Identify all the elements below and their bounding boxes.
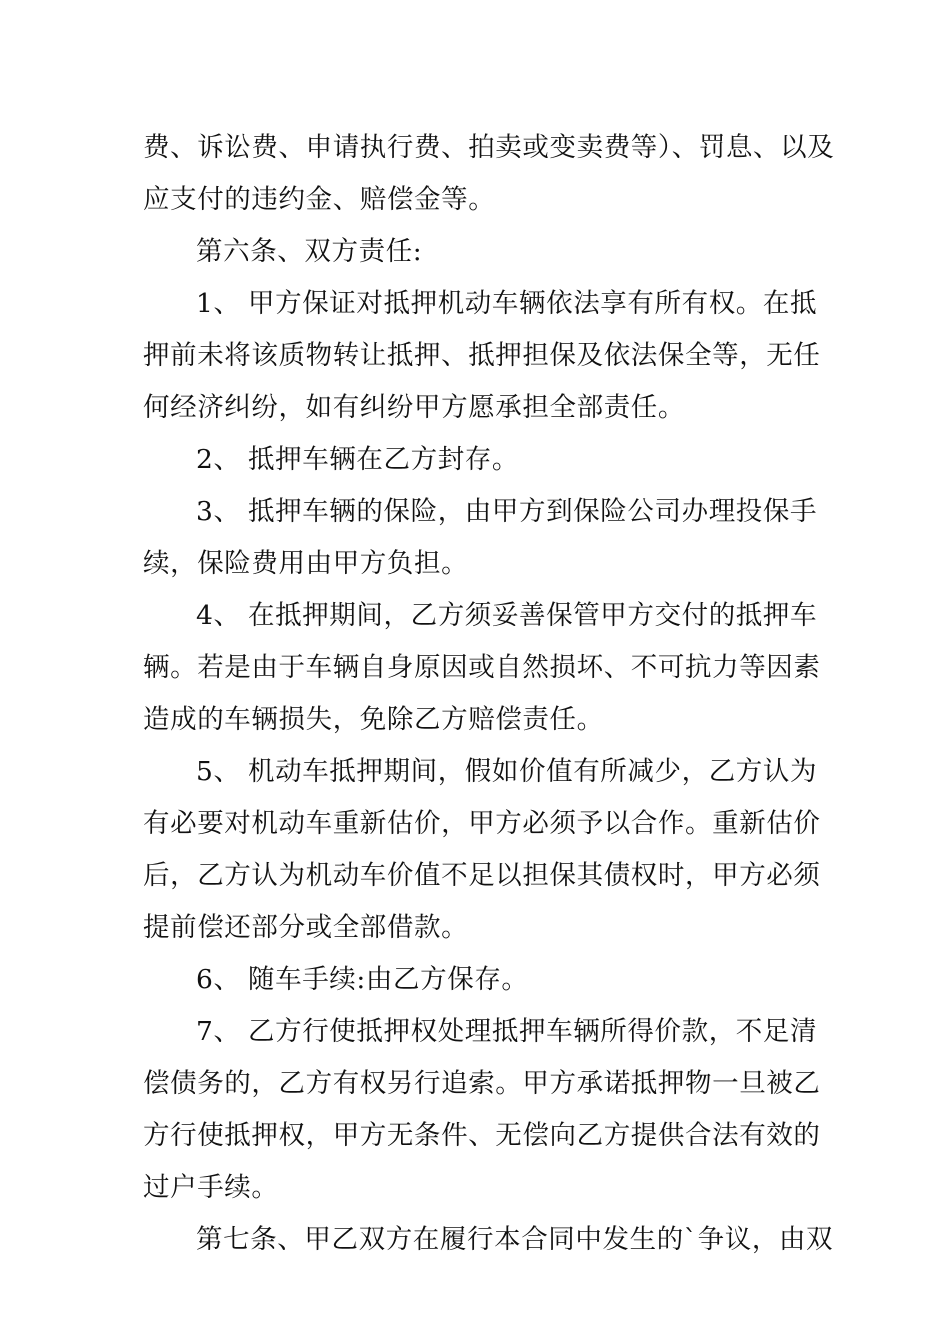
text-line: 方行使抵押权，甲方无条件、无偿向乙方提供合法有效的 <box>143 1120 821 1151</box>
list-item-1 <box>196 284 817 324</box>
item-number: 5、 <box>196 756 241 787</box>
text-line: 何经济纠纷，如有纠纷甲方愿承担全部责任。 <box>143 392 685 423</box>
text-line: 押前未将该质物转让抵押、抵押担保及依法保全等，无任 <box>143 340 821 371</box>
text-line: 抵押车辆在乙方封存。 <box>248 444 519 475</box>
text-line: 应支付的违约金、赔偿金等。 <box>143 184 496 215</box>
text-line: 有必要对机动车重新估价，甲方必须予以合作。重新估价 <box>143 808 821 839</box>
item-number: 4、 <box>196 600 241 631</box>
list-item-2 <box>196 440 519 480</box>
text-line: 乙方行使抵押权处理抵押车辆所得价款，不足清 <box>248 1016 818 1047</box>
text-line: 在抵押期间，乙方须妥善保管甲方交付的抵押车 <box>248 600 818 631</box>
item-number: 1、 <box>196 288 241 319</box>
text-line: 提前偿还部分或全部借款。 <box>143 912 469 943</box>
text-line: 随车手续:由乙方保存。 <box>248 964 529 995</box>
list-item-7 <box>196 1012 817 1052</box>
text-line: 费、诉讼费、申请执行费、拍卖或变卖费等）、罚息、以及 <box>143 132 835 163</box>
item-number: 6、 <box>196 964 241 995</box>
text-line: 偿债务的，乙方有权另行追索。甲方承诺抵押物一旦被乙 <box>143 1068 821 1099</box>
text-line: 过户手续。 <box>143 1172 279 1203</box>
text-line: 造成的车辆损失，免除乙方赔偿责任。 <box>143 704 604 735</box>
list-item-5 <box>196 752 817 792</box>
section-heading: 第六条、双方责任: <box>196 236 423 267</box>
list-item-6 <box>196 960 529 1000</box>
text-line: 机动车抵押期间，假如价值有所减少，乙方认为 <box>248 756 818 787</box>
text-line: 辆。若是由于车辆自身原因或自然损坏、不可抗力等因素 <box>143 652 821 683</box>
list-item-4 <box>196 596 817 636</box>
section-heading: 第七条、甲乙双方在履行本合同中发生的`争议，由双 <box>196 1224 834 1255</box>
list-item-3 <box>196 492 817 532</box>
text-line: 续，保险费用由甲方负担。 <box>143 548 469 579</box>
text-line: 后，乙方认为机动车价值不足以担保其债权时，甲方必须 <box>143 860 821 891</box>
text-line: 抵押车辆的保险，由甲方到保险公司办理投保手 <box>248 496 818 527</box>
item-number: 2、 <box>196 444 241 475</box>
text-line: 甲方保证对抵押机动车辆依法享有所有权。在抵 <box>248 288 818 319</box>
item-number: 3、 <box>196 496 241 527</box>
item-number: 7、 <box>196 1016 241 1047</box>
